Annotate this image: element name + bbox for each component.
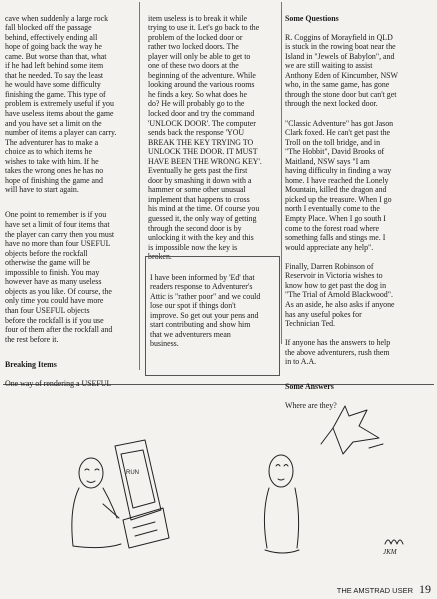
column-3 — [285, 4, 432, 421]
col3-paragraph-2: "Classic Adventure" has got Jason Clark foxed. He can't get past the Troll on the toll bridge, and in "The Hobbit", David Brooks of Maitland, NSW says "I am having difficulty in finding a way home. I have reached the Lonely Mountain, killed the dragon and picked up the treasure. When I go north I eventually come to the Empty Place. When I go south I come to the forest road where something falls and stings me. I would appreciate any help". — [285, 118, 394, 252]
col3-paragraph-3: Finally, Darren Robinson of Reservoir in Victoria wishes to know how to get past the dog in "The Trial of Arnold Blackwood". As an aside, he also asks if anyone has any useful pokes for Technician Ted. — [285, 261, 395, 329]
page-footer — [337, 582, 431, 597]
page-number: 19 — [419, 582, 431, 596]
signature-scribble — [385, 540, 403, 544]
col1-paragraph-3: One way of rendering a USEFUL — [5, 378, 112, 388]
col3-paragraph-1: R. Coggins of Morayfield in QLD is stuck in the rowing boat near the Island in "Jewels of Babylon", and we are still waiting to assist Anthony Eden of Kincumber, NSW who, in the same game, has gone through the stone door but can't get through the next locked door. — [285, 32, 398, 109]
cartoonist-signature: JKM — [383, 548, 397, 556]
person-at-computer — [72, 440, 169, 548]
col1-paragraph-1: cave when suddenly a large rock fall blocked off the passage behind, effectively ending all hope of going back the way he came. But worse than that, what if he had left behind some item that he needed. To say the least he would have some difficulty finishing the game. This type of problem is extremely useful if you have useless items about the game and you have set a limit on the number of items a player can carry. The adventurer has to make a choice as to which items he wishes to take with him. If he takes the wrong ones he has no hope of finishing the game and will have to start again. — [5, 13, 117, 195]
column-2 — [148, 4, 276, 271]
screen-text: RUN — [126, 470, 139, 476]
col1-paragraph-2: One point to remember is if you have set a limit of four items that the player can carry then you must have no more than four USEFUL objects before the rockfall otherwise the game will be impossible to finish. You may however have as many useless objects as you like. Of course, the only time you could have more than four USEFUL objects before the rockfall is if you use four of them after the rockfall and the rest before it. — [5, 210, 115, 344]
cartoon-drawing — [3, 388, 434, 563]
column-1 — [5, 4, 135, 398]
some-questions-heading: Some Questions — [285, 13, 339, 23]
notice-box-text: I have been informed by 'Ed' that readers response to Adventurer's Attic is "rather poor" and we could lose our spot if things don't improve. So get out your pens and start contributing and show him that we adventurers mean business. — [150, 272, 261, 349]
some-answers-heading: Some Answers — [285, 382, 334, 392]
column-rule-2 — [281, 2, 282, 344]
flying-figure — [321, 406, 383, 454]
col3-paragraph-4: If anyone has the answers to help the above adventurers, rush them in to A.A. — [285, 338, 391, 367]
column-rule-1 — [139, 2, 140, 370]
col2-paragraph-1: item useless is to break it while trying to use it. Let's go back to the problem of the locked door or rather two locked doors. The player will only be able to get to one of these two doors at the beginning of the adventure. While looking around the various rooms he finds a key. So what does he do? He will probably go to the locked door and try the command 'UNLOCK DOOR'. The computer sends back the response 'YOU BREAK THE KEY TRYING TO UNLOCK THE DOOR. IT MUST HAVE BEEN THE WRONG KEY'. Eventually he gets past the first door by smashing it down with a hammer or some other unusual implement that happens to cross his mind at the time. Of course you guessed it, the only way of getting through the second door is by unlocking it with the key and this is impossible now the key is broken. — [148, 13, 262, 262]
magazine-name: THE AMSTRAD USER — [336, 586, 413, 595]
col3-paragraph-5: Where are they? — [285, 401, 337, 411]
notice-box — [145, 256, 280, 376]
person-looking-up — [264, 455, 299, 553]
breaking-items-heading: Breaking Items — [5, 359, 57, 369]
cartoon — [3, 388, 434, 563]
